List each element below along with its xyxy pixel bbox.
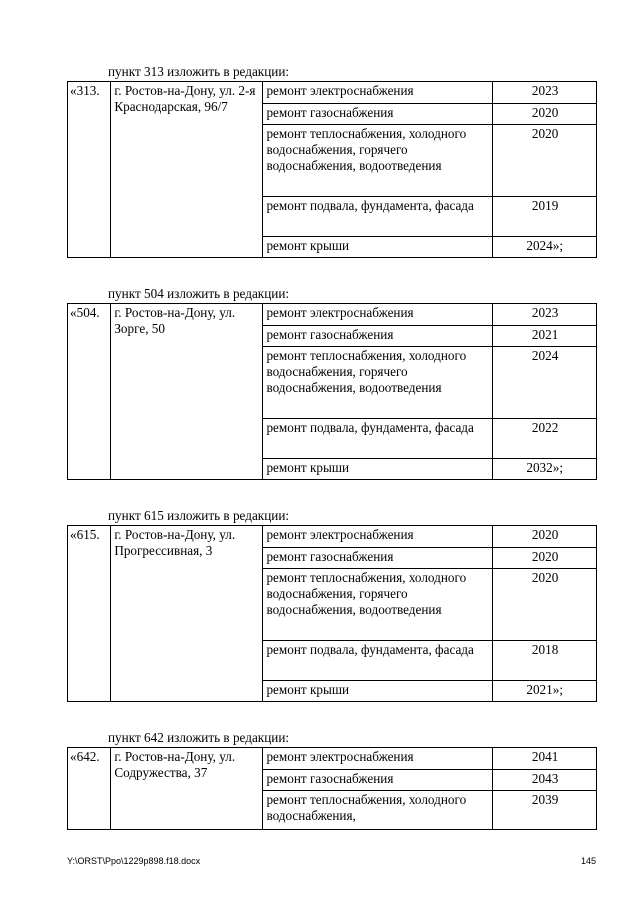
item-number: «504. [68, 304, 111, 480]
work-type: ремонт крыши [263, 459, 493, 480]
work-year: 2039 [493, 791, 597, 830]
work-type: ремонт электроснабжения [263, 526, 493, 548]
item-address: г. Ростов-на-Дону, ул. Прогрессивная, 3 [111, 526, 263, 702]
section-intro: пункт 615 изложить в редакции: [108, 508, 290, 523]
work-type: ремонт подвала, фундамента, фасада [263, 197, 493, 237]
work-type: ремонт крыши [263, 237, 493, 258]
item-number: «615. [68, 526, 111, 702]
work-type: ремонт крыши [263, 681, 493, 702]
section-intro: пункт 642 изложить в редакции: [108, 730, 290, 745]
work-year: 2020 [493, 548, 597, 569]
work-year: 2018 [493, 641, 597, 681]
section-table [67, 525, 597, 702]
work-year: 2022 [493, 419, 597, 459]
work-type: ремонт газоснабжения [263, 548, 493, 569]
work-type: ремонт подвала, фундамента, фасада [263, 419, 493, 459]
work-year: 2020 [493, 104, 597, 125]
section-table [67, 303, 597, 480]
work-type: ремонт теплоснабжения, холодного водоснабжения, [263, 791, 493, 830]
work-year: 2024 [493, 347, 597, 419]
work-type: ремонт подвала, фундамента, фасада [263, 641, 493, 681]
work-year: 2024»; [493, 237, 597, 258]
item-address: г. Ростов-на-Дону, ул. Зорге, 50 [111, 304, 263, 480]
page-number: 145 [580, 856, 596, 866]
work-type: ремонт газоснабжения [263, 326, 493, 347]
work-year: 2043 [493, 770, 597, 791]
work-year: 2021 [493, 326, 597, 347]
item-number: «313. [68, 82, 111, 258]
work-year: 2019 [493, 197, 597, 237]
item-address: г. Ростов-на-Дону, ул. Содружества, 37 [111, 748, 263, 830]
section-intro: пункт 504 изложить в редакции: [108, 286, 290, 301]
work-year: 2021»; [493, 681, 597, 702]
section-table [67, 747, 597, 830]
work-type: ремонт электроснабжения [263, 82, 493, 104]
work-year: 2023 [493, 304, 597, 326]
work-year: 2020 [493, 526, 597, 548]
work-type: ремонт газоснабжения [263, 104, 493, 125]
item-number: «642. [68, 748, 111, 830]
work-type: ремонт теплоснабжения, холодного водоснабжения, горячего водоснабжения, водоотведения [263, 569, 493, 641]
work-year: 2023 [493, 82, 597, 104]
work-year: 2020 [493, 125, 597, 197]
work-year: 2041 [493, 748, 597, 770]
work-type: ремонт электроснабжения [263, 748, 493, 770]
footer-file-path: Y:\ORST\Ppo\1229p898.f18.docx [67, 856, 201, 866]
work-type: ремонт теплоснабжения, холодного водоснабжения, горячего водоснабжения, водоотведения [263, 347, 493, 419]
work-year: 2032»; [493, 459, 597, 480]
item-address: г. Ростов-на-Дону, ул. 2-я Краснодарская, 96/7 [111, 82, 263, 258]
section-table [67, 81, 597, 258]
work-type: ремонт теплоснабжения, холодного водоснабжения, горячего водоснабжения, водоотведения [263, 125, 493, 197]
work-type: ремонт газоснабжения [263, 770, 493, 791]
work-year: 2020 [493, 569, 597, 641]
section-intro: пункт 313 изложить в редакции: [108, 64, 290, 79]
work-type: ремонт электроснабжения [263, 304, 493, 326]
